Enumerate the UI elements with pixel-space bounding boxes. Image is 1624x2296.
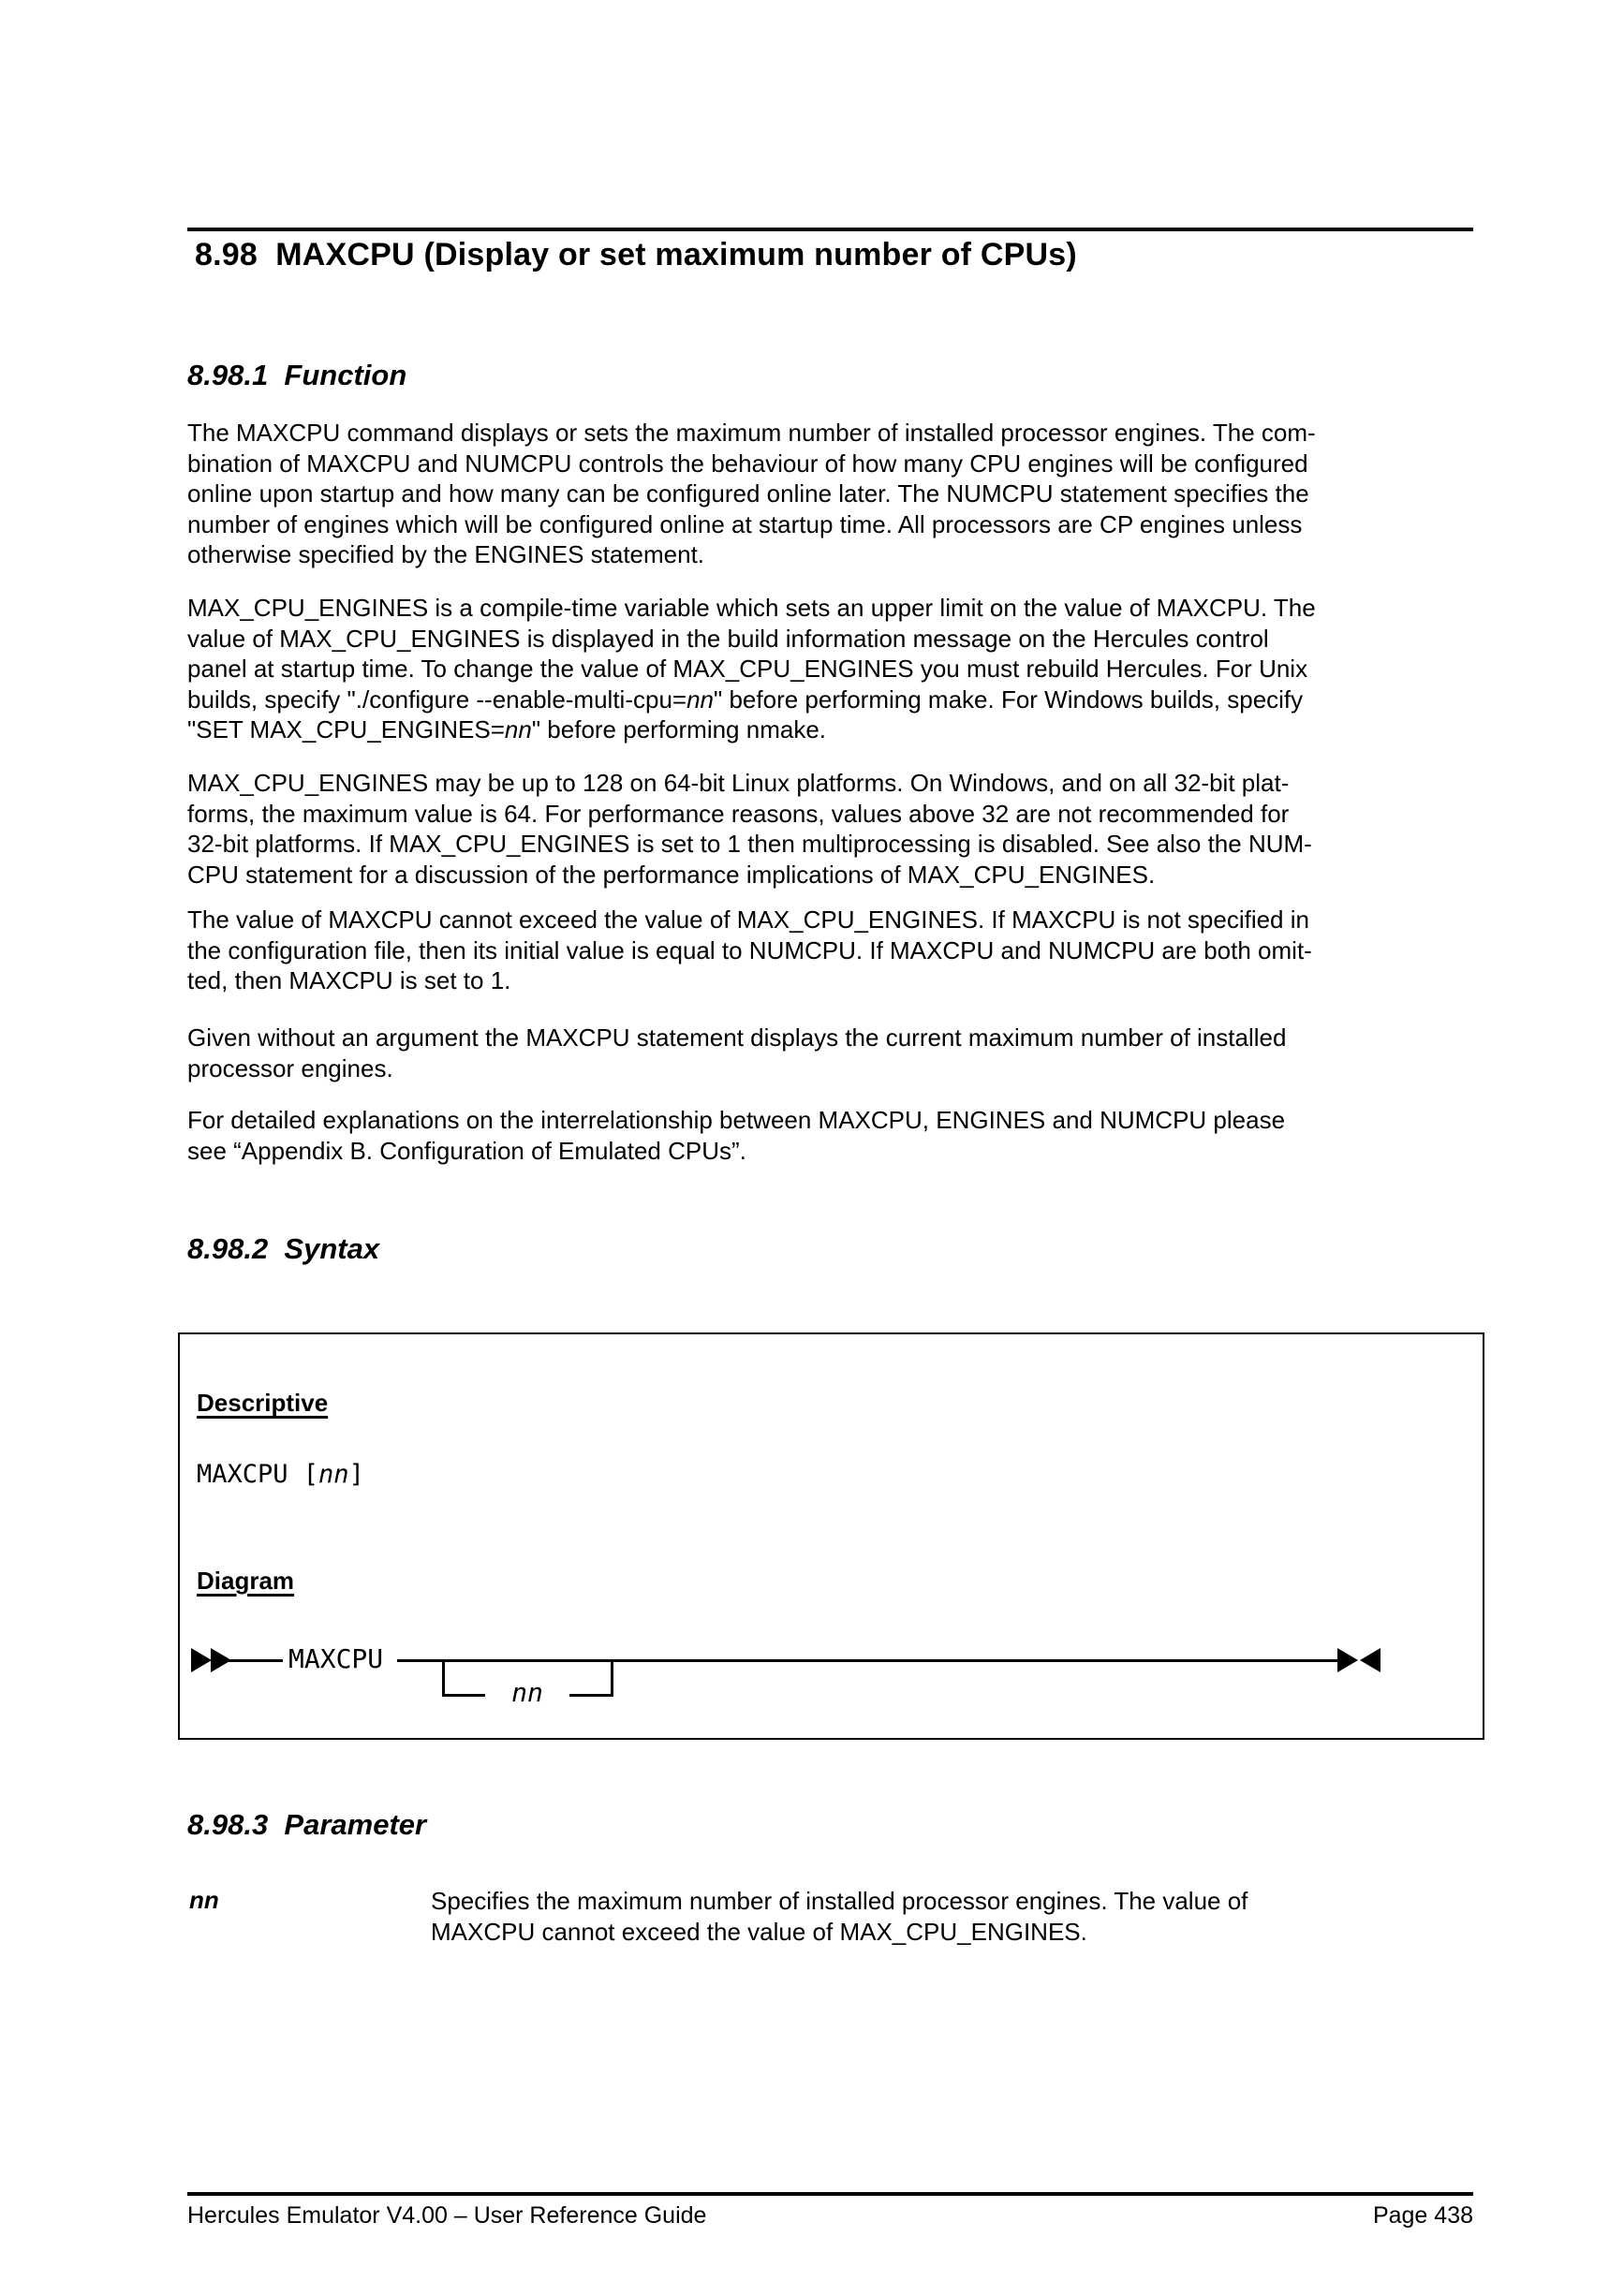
paragraph [187, 768, 1312, 890]
railroad-end-arrow-icon [1360, 1648, 1380, 1672]
railroad-param: nn [485, 1677, 569, 1708]
paragraph-line: CPU statement for a discussion of the performance implications of MAX_CPU_ENGINES. [187, 860, 1156, 889]
railroad-start-arrow-icon [191, 1648, 212, 1672]
nn-variable: nn [504, 715, 532, 744]
syntax-box [178, 1332, 1484, 1740]
paragraph-line: ted, then MAXCPU is set to 1. [187, 966, 511, 995]
function-heading: 8.98.1 Function [187, 359, 407, 391]
paragraph-line: otherwise specified by the ENGINES statement. [187, 540, 705, 569]
footer-divider [187, 2192, 1473, 2196]
title-divider [187, 228, 1473, 231]
text-segment: " before performing nmake. [531, 715, 827, 744]
paragraph-line [187, 714, 1316, 745]
paragraph [187, 418, 1316, 570]
paragraph-line: value of MAX_CPU_ENGINES is displayed in the build information message on the Hercules control [187, 624, 1269, 653]
paragraph [187, 1023, 1286, 1083]
paragraph-line: 32-bit platforms. If MAX_CPU_ENGINES is set to 1 then multiprocessing is disabled. See also the NUM- [187, 830, 1312, 859]
paragraph-line: processor engines. [187, 1053, 393, 1082]
statement-bracket: ] [348, 1460, 364, 1489]
paragraph-line: the configuration file, then its initial value is equal to NUMCPU. If MAXCPU and NUMCPU are both omit- [187, 935, 1312, 964]
paragraph-line: The MAXCPU command displays or sets the maximum number of installed processor engines. The com- [187, 419, 1316, 447]
paragraph-line: Given without an argument the MAXCPU statement displays the current maximum number of installed [187, 1023, 1287, 1052]
paragraph-line: Specifies the maximum number of installed processor engines. The value of [431, 1887, 1248, 1915]
railroad-line [397, 1659, 1339, 1662]
paragraph [187, 1105, 1285, 1166]
text-segment: "SET MAX_CPU_ENGINES= [187, 715, 505, 744]
paragraph-line: MAX_CPU_ENGINES is a compile-time variable which sets an upper limit on the value of MAXCPU. The [187, 594, 1316, 622]
diagram-label: Diagram [197, 1567, 295, 1595]
paragraph-line: MAXCPU cannot exceed the value of MAX_CPU_ENGINES. [431, 1917, 1087, 1946]
paragraph-line: online upon startup and how many can be configured online later. The NUMCPU statement specifies the [187, 479, 1309, 508]
railroad-branch-line [442, 1660, 445, 1697]
parameter-term: nn [189, 1886, 219, 1914]
paragraph-line: The value of MAXCPU cannot exceed the value of MAX_CPU_ENGINES. If MAXCPU is not specified in [187, 905, 1309, 934]
paragraph-line [187, 684, 1316, 715]
railroad-keyword: MAXCPU [288, 1643, 384, 1674]
syntax-heading: 8.98.2 Syntax [187, 1232, 380, 1265]
paragraph-line: see “Appendix B. Configuration of Emulated CPUs”. [187, 1136, 746, 1165]
footer-page-number: Page 438 [1372, 2202, 1473, 2229]
text-segment: " before performing make. For Windows builds, specify [714, 684, 1304, 714]
railroad-line [229, 1659, 283, 1662]
syntax-statement [197, 1460, 364, 1489]
paragraph-line: bination of MAXCPU and NUMCPU controls the behaviour of how many CPU engines will be configured [187, 449, 1308, 478]
paragraph-line: For detailed explanations on the interrelationship between MAXCPU, ENGINES and NUMCPU please [187, 1106, 1286, 1134]
page-title: 8.98 MAXCPU (Display or set maximum number of CPUs) [195, 237, 1077, 272]
railroad-branch-line [611, 1660, 613, 1697]
paragraph-line: number of engines which will be configured online at startup time. All processors are CP engines unless [187, 509, 1303, 538]
paragraph-line: panel at startup time. To change the value of MAX_CPU_ENGINES you must rebuild Hercules. For Unix [187, 655, 1308, 684]
parameter-description [431, 1886, 1248, 1947]
text-segment: builds, specify "./configure --enable-multi-cpu= [187, 684, 687, 714]
footer-document-title: Hercules Emulator V4.00 – User Reference Guide [187, 2202, 707, 2229]
statement-keyword: MAXCPU [ [197, 1460, 319, 1489]
paragraph [187, 593, 1316, 745]
nn-variable: nn [687, 684, 715, 714]
paragraph [187, 905, 1312, 996]
descriptive-label: Descriptive [197, 1389, 329, 1417]
paragraph-line: MAX_CPU_ENGINES may be up to 128 on 64-bit Linux platforms. On Windows, and on all 32-bit plat- [187, 769, 1290, 797]
parameter-heading: 8.98.3 Parameter [187, 1808, 427, 1841]
nn-variable: nn [318, 1460, 349, 1489]
footer [187, 2202, 1473, 2230]
paragraph-line: forms, the maximum value is 64. For performance reasons, values above 32 are not recommended for [187, 799, 1290, 828]
railroad-end-arrow-icon [1337, 1648, 1358, 1672]
